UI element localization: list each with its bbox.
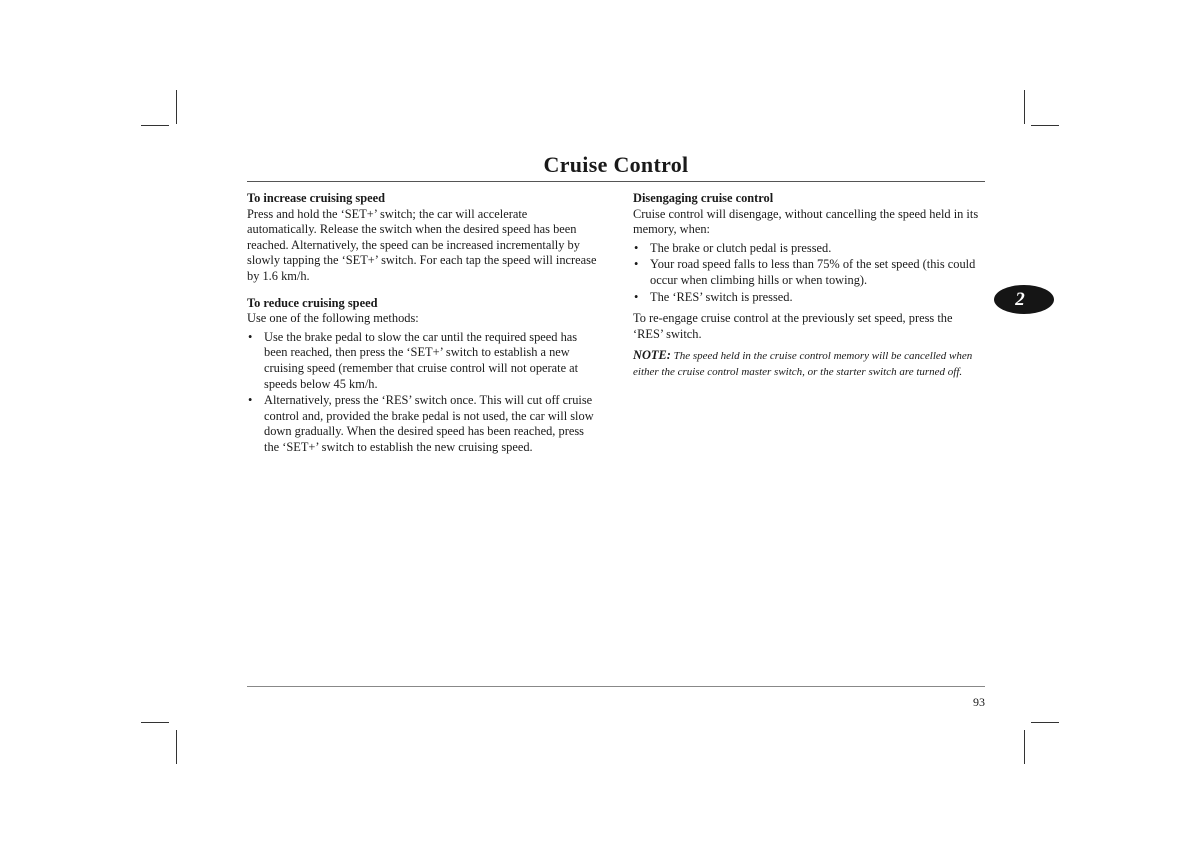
crop-mark-top-right-horizontal — [1031, 125, 1059, 126]
increase-speed-body: Press and hold the ‘SET+’ switch; the car will accelerate automatically. Release the switch when the desired speed has been reached. Alternatively, the speed can be increased incrementally by slowly tapping the ‘SET+’ switch. For each tap the speed will increase by 1.6 km/h. — [247, 206, 597, 283]
list-item: • Alternatively, press the ‘RES’ switch once. This will cut off cruise control and, provided the brake pedal is not used, the car will slow down gradually. When the desired speed has been reached, press the ‘SET+’ switch to establish the new cruising speed. — [247, 393, 599, 455]
increase-speed-section — [247, 191, 599, 285]
disengage-section — [633, 191, 985, 342]
note-text: The speed held in the cruise control memory will be cancelled when either the cruise control master switch, or the starter switch are turned off. — [633, 350, 973, 378]
crop-mark-top-right-vertical — [1024, 90, 1025, 124]
chapter-tab: 2 — [994, 285, 1054, 314]
note-block — [633, 348, 985, 380]
left-column — [247, 191, 599, 457]
reengage-text: To re-engage cruise control at the previously set speed, press the ‘RES’ switch. — [633, 311, 953, 341]
crop-mark-bottom-left-horizontal — [141, 722, 169, 723]
page-number: 93 — [973, 695, 985, 709]
reduce-speed-heading: To reduce cruising speed — [247, 295, 378, 310]
right-column — [633, 191, 985, 381]
footer-divider — [247, 686, 985, 687]
title-divider — [247, 181, 985, 182]
disengage-list — [633, 241, 985, 305]
list-item: • Your road speed falls to less than 75% of the set speed (this could occur when climbing hills or when towing). — [633, 257, 985, 288]
disengage-intro: Cruise control will disengage, without cancelling the speed held in its memory, when: — [633, 206, 979, 237]
reduce-speed-list — [247, 330, 599, 456]
page-title: Cruise Control — [543, 152, 689, 177]
list-item: • The ‘RES’ switch is pressed. — [633, 290, 985, 306]
crop-mark-top-left-horizontal — [141, 125, 169, 126]
list-item: • The brake or clutch pedal is pressed. — [633, 241, 985, 257]
crop-mark-bottom-right-vertical — [1024, 730, 1025, 764]
crop-mark-bottom-left-vertical — [176, 730, 177, 764]
crop-mark-top-left-vertical — [176, 90, 177, 124]
note-label: NOTE: — [633, 348, 671, 363]
disengage-heading: Disengaging cruise control — [633, 191, 774, 205]
reduce-speed-section — [247, 296, 599, 456]
list-item: • Use the brake pedal to slow the car until the required speed has been reached, then press the ‘SET+’ switch to establish a new cruising speed (remember that cruise control will not operate at speeds below 45 km/h. — [247, 330, 599, 392]
increase-speed-heading: To increase cruising speed — [247, 191, 386, 205]
crop-mark-bottom-right-horizontal — [1031, 722, 1059, 723]
reduce-speed-intro: Use one of the following methods: — [247, 311, 419, 326]
